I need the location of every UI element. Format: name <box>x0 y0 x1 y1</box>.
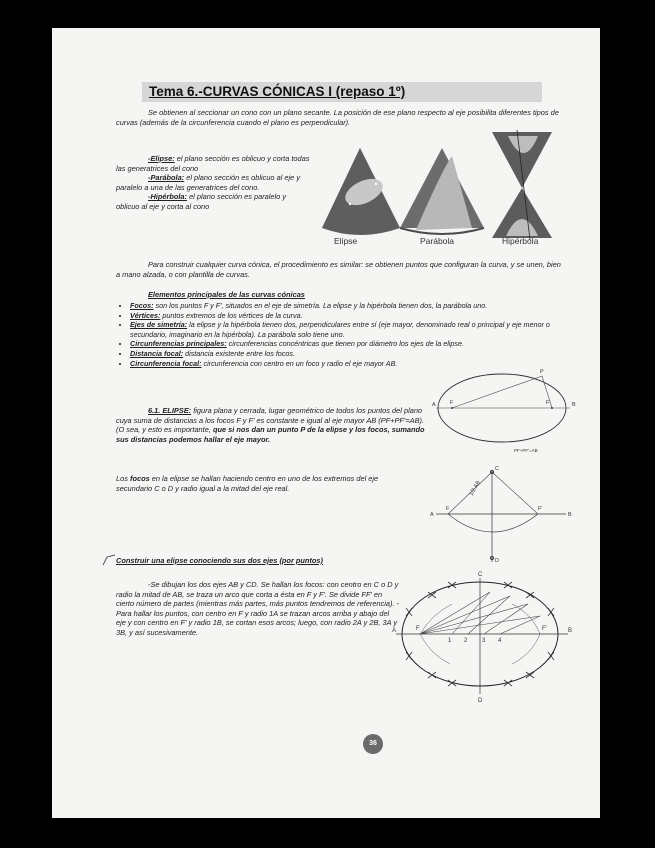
list-item <box>130 339 570 349</box>
page-title: Tema 6.-CURVAS CÓNICAS I (repaso 1º) <box>149 84 406 99</box>
conic-sections-figure <box>312 130 556 250</box>
construct-paragraph: Para construir cualquier curva cónica, el procedimiento es similar: se obtienen puntos que configuran la curva, y se unen, bien a mano alzada, o con plantilla de curvas. <box>116 260 561 279</box>
label-2: 2 <box>464 638 468 644</box>
construct-steps: -Se dibujan los dos ejes AB y CD. Se hallan los focos: con centro en C o D y radio la mitad de AB, se traza un arco que corta a ésta en F y F'. Se divide FF' en cierto número de partes (mientras más partes, más puntos tendremos de referencia). -Para hallar los puntos, con centro en F y radio 1A se trazan arcos arriba y abajo del eje y con centro en F' y radio 1B, se cortan esos arcos; luego, con radio 2A y 2B, 3A y 3B, y así sucesivamente. <box>116 580 400 637</box>
list-term: Distancia focal: <box>130 348 184 358</box>
parabola-term: -Parábola: <box>148 173 185 183</box>
hiperbola-term: -Hipérbola: <box>148 192 188 202</box>
hiperbola-text: el plano sección es paralelo y oblicuo al eje y corta al cono <box>116 192 287 211</box>
foci-term: focos <box>129 474 150 483</box>
elements-list <box>116 301 570 368</box>
elipse-cone <box>322 148 400 235</box>
elements-heading: Elementos principales de las curvas cónicas <box>148 290 305 299</box>
list-text: circunferencias concéntricas que tienen por diámetro los ejes de la elipse. <box>226 339 464 349</box>
intro-paragraph: Se obtienen al seccionar un cono con un plano secante. La posición de ese plano respecto al eje posibilita diferentes tipos de curvas (además de la circunferencia cuando el plano es perpendicular). <box>116 108 559 127</box>
foci-paragraph <box>116 474 416 493</box>
list-item <box>130 301 570 311</box>
list-text: distancia existente entre los focos. <box>183 348 295 358</box>
parabola-cone <box>400 148 484 234</box>
list-text: la elipse y la hipérbola tienen dos, perpendiculares entre sí (eje mayor, denominado real o principal y eje menor o secundario, imaginario en la hipérbola). La parábola solo tiene uno. <box>130 320 550 339</box>
list-term: Vértices: <box>130 310 161 320</box>
label-f-prime: F' <box>542 626 547 632</box>
foci-post: en la elipse se hallan haciendo centro en uno de los extremos del eje secundario C o D y radio igual a la mitad del eje real. <box>116 474 379 493</box>
type-elipse <box>116 154 311 173</box>
list-item <box>130 349 570 359</box>
conic-types <box>116 154 311 212</box>
list-text: son los puntos F y F', situados en el eje de simetría. La elipse y la hipérbola tienen dos, la parábola uno. <box>153 301 488 310</box>
page-number: 36 <box>363 734 383 754</box>
label-f: F <box>416 626 420 632</box>
label-a: A <box>432 402 436 408</box>
foci-construction-figure <box>426 462 576 564</box>
document-page <box>52 28 600 818</box>
label-1: 1 <box>448 638 452 644</box>
ellipse-definition-figure <box>430 366 580 466</box>
elipse-term: -Elipse: <box>148 154 175 163</box>
list-term: Focos: <box>130 301 154 310</box>
ellipse-def-text: figura plana y cerrada, lugar geométrico de todos los puntos del plano cuya suma de distancias a los focos F y F' es constante e igual al eje mayor AB (PF+PF'=AB). (O sea, y esto es importante, <box>116 406 425 435</box>
ellipse-heading: 6.1. ELIPSE: <box>148 406 192 415</box>
construct-heading: Construir una elipse conociendo sus dos ejes (por puntos) <box>116 556 323 565</box>
caption-hiperbola: Hipérbola <box>502 236 539 246</box>
label-b: B <box>568 628 573 634</box>
ellipse-definition <box>116 406 428 444</box>
label-p: P <box>540 369 544 375</box>
label-c: C <box>495 466 499 472</box>
list-text: puntos extremos de los vértices de la curva. <box>160 310 303 320</box>
elipse-text: el plano sección es oblicuo y corta todas las generatrices del cono <box>116 154 310 173</box>
label-4: 4 <box>498 638 502 644</box>
label-d: D <box>495 558 499 564</box>
list-item <box>130 311 570 321</box>
pencil-check-icon <box>102 553 116 571</box>
label-b: B <box>568 512 572 518</box>
list-item <box>130 359 426 369</box>
parabola-text: el plano sección es oblicuo al eje y paralelo a una de las generatrices del cono. <box>116 173 301 192</box>
label-3: 3 <box>482 638 486 644</box>
list-text: circunferencia con centro en un foco y radio el eje mayor AB. <box>201 358 398 368</box>
label-b: B <box>572 402 576 408</box>
list-term: Circunferencias principales: <box>130 339 227 349</box>
list-term: Circunferencia focal: <box>130 358 202 368</box>
list-term: Ejes de simetría: <box>130 320 188 330</box>
label-half-ab: 1/2 AB <box>468 479 482 497</box>
label-f: F <box>450 400 454 406</box>
ellipse-points-figure <box>392 568 574 704</box>
list-item <box>130 320 570 339</box>
foci-pre: Los <box>116 474 130 483</box>
label-f-prime: F' <box>538 506 543 512</box>
type-parabola <box>116 173 311 192</box>
label-a: A <box>392 628 397 634</box>
label-d: D <box>478 698 483 704</box>
label-c: C <box>478 572 483 578</box>
label-a: A <box>430 512 434 518</box>
label-f-prime: F' <box>546 400 551 406</box>
ellipse-def-emphasis: que si nos dan un punto P de la elipse y los focos, sumando sus distancias podemos hallar el eje mayor. <box>116 425 425 444</box>
label-f: F <box>446 506 450 512</box>
caption-elipse: Elipse <box>334 236 358 246</box>
formula-label: PF+PF'=AB <box>514 448 538 453</box>
caption-parabola: Parábola <box>420 236 455 246</box>
type-hiperbola <box>116 192 311 211</box>
hiperbola-cone <box>492 130 552 240</box>
